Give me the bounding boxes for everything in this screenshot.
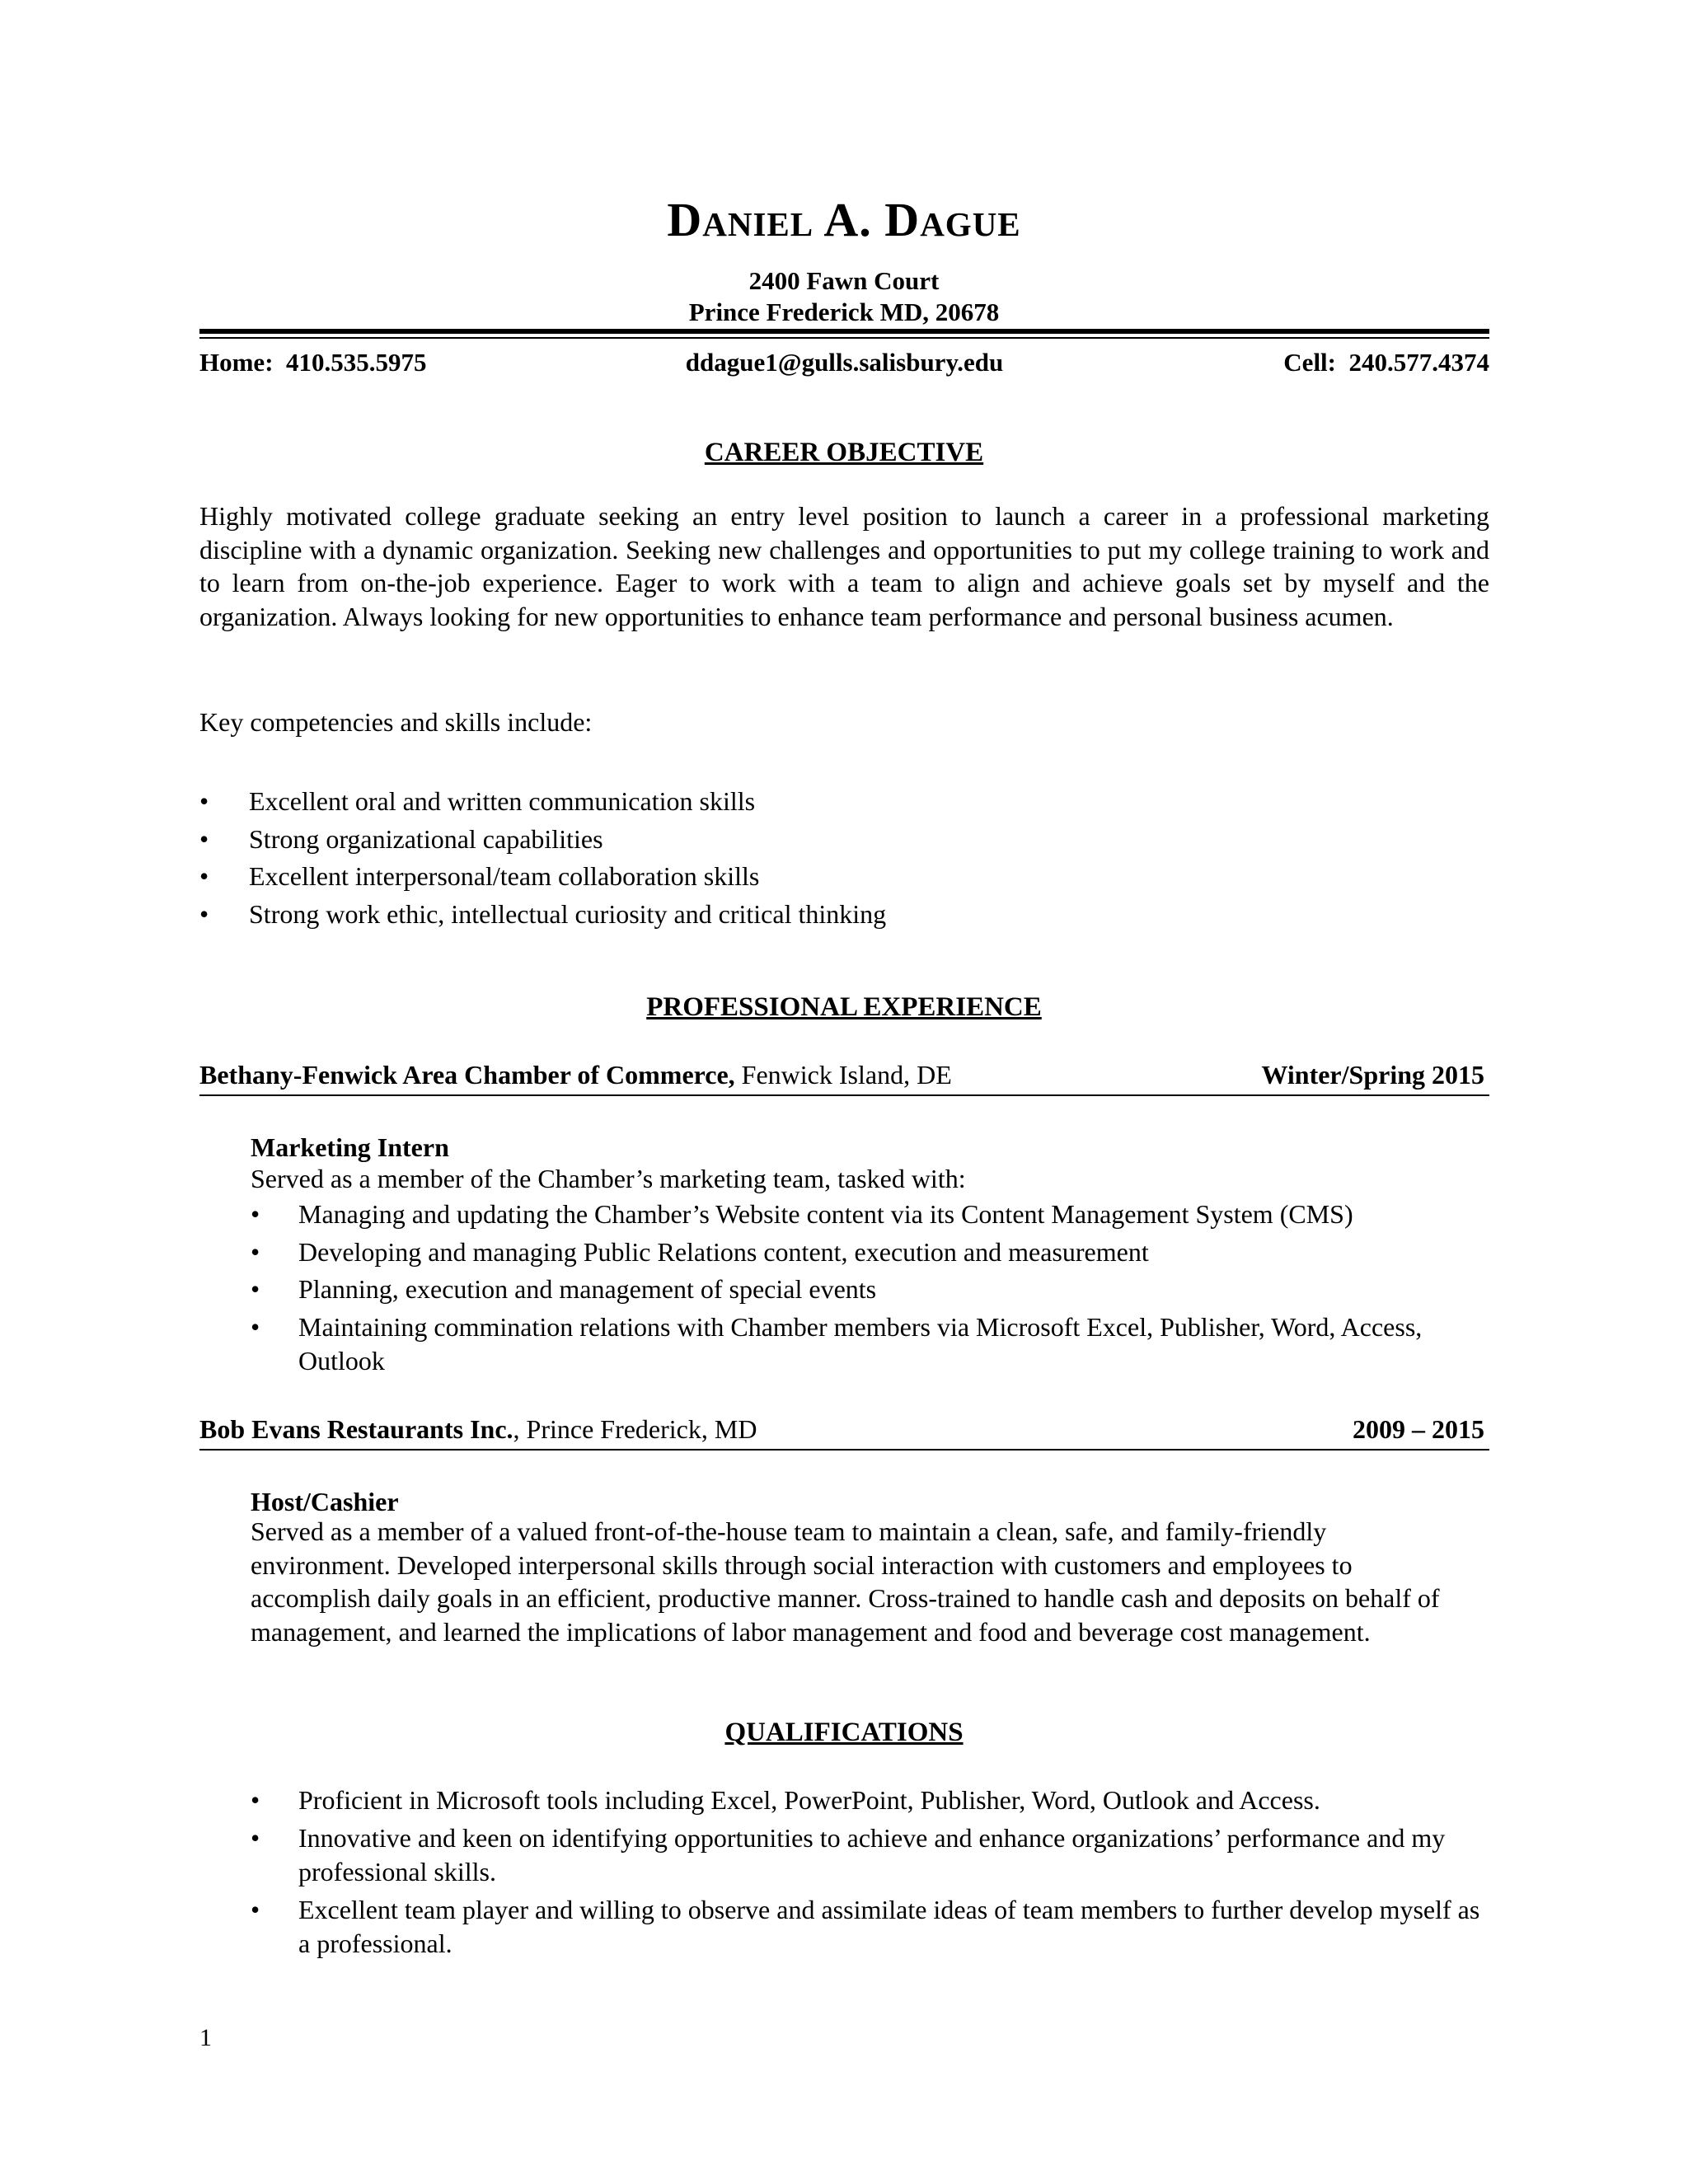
job-header-bob-evans <box>199 1413 1489 1451</box>
list-item: • Excellent team player and willing to observe and assimilate ideas of team members to further develop myself as a professional. <box>251 1894 1480 1958</box>
header-rule-thin <box>199 337 1489 339</box>
page-number: 1 <box>199 2024 212 2051</box>
home-phone: Home: 410.535.5975 <box>199 348 427 377</box>
job-title: Marketing Intern <box>251 1132 449 1162</box>
address-line-1: 2400 Fawn Court <box>748 266 940 295</box>
list-item: • Developing and managing Public Relations content, execution and measurement <box>251 1235 1487 1270</box>
bullet-icon: • <box>251 1822 260 1853</box>
qualifications-list <box>251 1783 1487 1965</box>
employer-name: Bethany-Fenwick Area Chamber of Commerce, <box>199 1060 735 1090</box>
employer-name: Bob Evans Restaurants Inc. <box>199 1414 513 1444</box>
list-item: • Strong work ethic, intellectual curiosity and critical thinking <box>199 896 1489 934</box>
address-line-2: Prince Frederick MD, 20678 <box>688 298 1000 326</box>
job-description: Served as a member of the Chamber’s marketing team, tasked with: <box>251 1164 966 1193</box>
skills-intro: Key competencies and skills include: <box>199 707 593 737</box>
experience-heading: PROFESSIONAL EXPERIENCE <box>646 992 1042 1022</box>
cell-phone: Cell: 240.577.4374 <box>1283 348 1489 377</box>
employer-location: , Prince Frederick, MD <box>513 1414 757 1444</box>
email-address: ddague1@gulls.salisbury.edu <box>685 348 1004 377</box>
bullet-icon: • <box>251 1894 260 1924</box>
employment-dates: Winter/Spring 2015 <box>1261 1060 1484 1090</box>
bullet-icon: • <box>199 898 209 929</box>
bullet-icon: • <box>199 861 209 891</box>
employer-location: Fenwick Island, DE <box>734 1060 952 1090</box>
bullet-icon: • <box>251 1311 260 1342</box>
bullet-icon: • <box>251 1274 260 1304</box>
bullet-icon: • <box>199 823 209 854</box>
contact-row <box>199 346 1489 379</box>
employment-dates: 2009 – 2015 <box>1353 1414 1484 1444</box>
job-duties-list <box>251 1197 1487 1382</box>
job-title: Host/Cashier <box>251 1487 399 1516</box>
career-objective-paragraph: Highly motivated college graduate seeking an entry level position to launch a career in a professional marketing discipline with a dynamic organization. Seeking new challenges and opportunities to put my college training to work and to learn from on-the-job experience. Eager to work with a team to align and achieve goals set by myself and the organization. Always looking for new opportunities to enhance team performance and personal business acumen. <box>199 501 1489 631</box>
qualifications-heading: QUALIFICATIONS <box>724 1718 964 1747</box>
list-item: • Maintaining commination relations with Chamber members via Microsoft Excel, Publisher, Word, Access, Outlook <box>251 1311 1423 1376</box>
bullet-icon: • <box>199 786 209 816</box>
list-item: • Excellent interpersonal/team collaboration skills <box>199 858 1489 896</box>
job-header-chamber <box>199 1058 1489 1096</box>
career-objective-heading: CAREER OBJECTIVE <box>704 438 984 467</box>
bullet-icon: • <box>251 1785 260 1815</box>
bullet-icon: • <box>251 1199 260 1229</box>
list-item: • Excellent oral and written communication skills <box>199 783 1489 821</box>
list-item: • Managing and updating the Chamber’s Website content via its Content Management System (CMS) <box>251 1197 1487 1232</box>
list-item: • Proficient in Microsoft tools including Excel, PowerPoint, Publisher, Word, Outlook and Access. <box>251 1783 1487 1818</box>
skills-list <box>199 783 1489 933</box>
list-item: • Planning, execution and management of special events <box>251 1272 1487 1307</box>
candidate-name: Daniel A. Dague <box>667 193 1021 246</box>
job-description: Served as a member of a valued front-of-the-house team to maintain a clean, safe, and family-friendly environment. Developed interpersonal skills through social interaction with customers and employees to accomplish daily goals in an efficient, productive manner. Cross-trained to handle cash and deposits on behalf of management, and learned the implications of labor management and food and beverage cost management. <box>251 1516 1440 1647</box>
list-item: • Strong organizational capabilities <box>199 821 1489 859</box>
header-rule-thick <box>199 329 1489 334</box>
list-item: • Innovative and keen on identifying opportunities to achieve and enhance organizations’ performance and my professional skills. <box>251 1822 1446 1886</box>
bullet-icon: • <box>251 1236 260 1267</box>
